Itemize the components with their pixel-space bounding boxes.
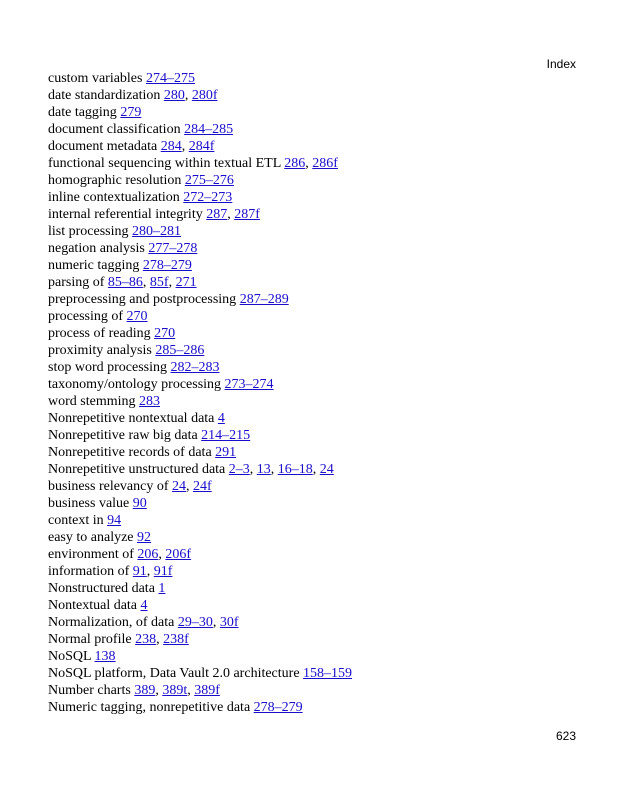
index-entry (48, 648, 588, 665)
index-entry: business relevancy of 24, 24f (48, 479, 212, 494)
index-term: NoSQL platform, Data Vault 2.0 architecture (48, 666, 300, 681)
page-reference-link[interactable]: 287–289 (239, 292, 289, 307)
index-entry: environment of 206, 206f (48, 547, 192, 562)
index-entry (48, 308, 588, 325)
page-reference-link[interactable]: 206 (137, 547, 159, 562)
index-term: processing of (48, 309, 124, 324)
index-entry (48, 410, 588, 427)
index-term: Number charts (48, 683, 131, 698)
index-term: Nonrepetitive raw big data (48, 428, 198, 443)
page-reference-link[interactable]: 4 (217, 411, 225, 426)
page-reference-link[interactable]: 277–278 (148, 241, 198, 256)
index-entry (48, 342, 588, 359)
page-reference-link[interactable]: 270 (126, 309, 148, 324)
page-reference-link[interactable]: 238 (135, 632, 157, 647)
page-reference-link[interactable]: 30f (219, 615, 239, 630)
page-reference-link[interactable]: 279 (120, 105, 142, 120)
index-entry-list (48, 70, 588, 716)
index-term: date tagging (48, 105, 117, 120)
index-term: preprocessing and postprocessing (48, 292, 237, 307)
page-reference-link[interactable]: 283 (139, 394, 160, 409)
page-reference-link[interactable]: 29–30 (177, 615, 213, 630)
page-reference-link[interactable]: 158–159 (303, 666, 353, 681)
page-reference-link[interactable]: 24f (193, 479, 212, 494)
index-term: Nonrepetitive nontextual data (48, 411, 215, 426)
page-reference-link[interactable]: 85–86 (107, 275, 143, 290)
page-reference-link[interactable]: 280f (191, 88, 218, 103)
page-reference-link[interactable]: 274–275 (145, 71, 195, 86)
index-term: context in (48, 513, 104, 528)
page-reference-link[interactable]: 206f (165, 547, 192, 562)
index-entry (48, 512, 588, 529)
index-term: Normalization, of data (48, 615, 175, 630)
index-entry: Number charts 389, 389t, 389f (48, 683, 220, 698)
index-term: list processing (48, 224, 129, 239)
page-reference-link[interactable]: 282–283 (170, 360, 220, 375)
page-reference-link[interactable]: 286f (312, 156, 338, 171)
index-entry (48, 495, 588, 512)
page-reference-link[interactable]: 285–286 (155, 343, 205, 358)
page-reference-link[interactable]: 278–279 (253, 700, 303, 715)
index-term: word stemming (48, 394, 136, 409)
page-reference-link[interactable]: 272–273 (183, 190, 233, 205)
page-reference-link[interactable]: 291 (215, 445, 237, 460)
index-entry: date standardization 280, 280f (48, 88, 218, 103)
index-entry: functional sequencing within textual ETL 286, 286f (48, 156, 338, 171)
page-number: 623 (555, 729, 576, 743)
index-entry (48, 240, 588, 257)
index-term: stop word processing (48, 360, 167, 375)
page-reference-link[interactable]: 94 (107, 513, 122, 528)
index-entry (48, 597, 588, 614)
index-entry: Normalization, of data 29–30, 30f (48, 615, 239, 630)
page-reference-link[interactable]: 270 (154, 326, 176, 341)
index-entry: document metadata 284, 284f (48, 139, 215, 154)
index-entry (48, 665, 588, 682)
index-term: inline contextualization (48, 190, 180, 205)
index-term: Nonrepetitive records of data (48, 445, 212, 460)
index-term: negation analysis (48, 241, 145, 256)
page-reference-link[interactable]: 389 (134, 683, 156, 698)
page-reference-link[interactable]: 92 (137, 530, 152, 545)
page-reference-link[interactable]: 284f (188, 139, 215, 154)
index-entry (48, 172, 588, 189)
page-reference-link[interactable]: 91f (153, 564, 173, 579)
index-term: Nonstructured data (48, 581, 155, 596)
index-term: numeric tagging (48, 258, 140, 273)
page-reference-link[interactable]: 273–274 (224, 377, 274, 392)
index-term: custom variables (48, 71, 143, 86)
page-reference-link[interactable]: 275–276 (184, 173, 234, 188)
page-reference-link[interactable]: 271 (175, 275, 197, 290)
page-reference-link[interactable]: 138 (94, 649, 116, 664)
index-entry (48, 580, 588, 597)
index-entry (48, 359, 588, 376)
index-term: document classification (48, 122, 181, 137)
index-term: business value (48, 496, 130, 511)
index-entry (48, 223, 588, 240)
index-entry (48, 393, 588, 410)
index-term: taxonomy/ontology processing (48, 377, 222, 392)
index-term: functional sequencing within textual ETL (48, 156, 281, 171)
page-reference-link[interactable]: 287 (206, 207, 228, 222)
index-term: NoSQL (48, 649, 92, 664)
page-reference-link[interactable]: 284 (160, 139, 182, 154)
index-term: information of (48, 564, 130, 579)
page-reference-link[interactable]: 214–215 (201, 428, 251, 443)
page-reference-link[interactable]: 286 (284, 156, 306, 171)
index-entry (48, 699, 588, 716)
index-entry: Normal profile 238, 238f (48, 632, 189, 647)
page-reference-link[interactable]: 24 (172, 479, 187, 494)
page-reference-link[interactable]: 284–285 (184, 122, 234, 137)
index-entry (48, 427, 588, 444)
index-term: homographic resolution (48, 173, 182, 188)
page-reference-link[interactable]: 389t (162, 683, 188, 698)
page-reference-link[interactable]: 24 (319, 462, 334, 477)
index-entry (48, 376, 588, 393)
page-reference-link[interactable]: 287f (234, 207, 260, 222)
index-term: Nontextual data (48, 598, 138, 613)
index-term: proximity analysis (48, 343, 152, 358)
index-entry (48, 325, 588, 342)
index-entry: parsing of 85–86, 85f, 271 (48, 275, 197, 290)
index-term: easy to analyze (48, 530, 134, 545)
index-term: Nonrepetitive unstructured data (48, 462, 226, 477)
index-entry (48, 189, 588, 206)
page-reference-link[interactable]: 13 (256, 462, 271, 477)
index-term: process of reading (48, 326, 151, 341)
page-reference-link[interactable]: 278–279 (142, 258, 192, 273)
page-reference-link[interactable]: 91 (132, 564, 147, 579)
index-entry (48, 104, 588, 121)
index-term: internal referential integrity (48, 207, 203, 222)
index-entry (48, 121, 588, 138)
page-reference-link[interactable]: 4 (140, 598, 148, 613)
index-entry (48, 70, 588, 87)
page-reference-link[interactable]: 2–3 (228, 462, 250, 477)
index-entry (48, 291, 588, 308)
page-reference-link[interactable]: 280–281 (132, 224, 181, 239)
index-term: business relevancy of (48, 479, 169, 494)
index-term: document metadata (48, 139, 158, 154)
index-entry (48, 529, 588, 546)
index-entry (48, 444, 588, 461)
index-term: parsing of (48, 275, 105, 290)
running-head: Index (546, 57, 576, 71)
index-term: Numeric tagging, nonrepetitive data (48, 700, 251, 715)
index-entry: internal referential integrity 287, 287f (48, 207, 260, 222)
index-term: environment of (48, 547, 134, 562)
page-reference-link[interactable]: 16–18 (277, 462, 313, 477)
index-term: date standardization (48, 88, 161, 103)
page-reference-link[interactable]: 280 (163, 88, 185, 103)
page-reference-link[interactable]: 85f (149, 275, 169, 290)
index-entry (48, 257, 588, 274)
page-reference-link[interactable]: 90 (132, 496, 147, 511)
page-reference-link[interactable]: 238f (163, 632, 189, 647)
page-reference-link[interactable]: 1 (158, 581, 166, 596)
index-term: Normal profile (48, 632, 132, 647)
index-entry: Nonrepetitive unstructured data 2–3, 13, 16–18, 24 (48, 462, 334, 477)
index-entry: information of 91, 91f (48, 564, 173, 579)
page-reference-link[interactable]: 389f (194, 683, 220, 698)
